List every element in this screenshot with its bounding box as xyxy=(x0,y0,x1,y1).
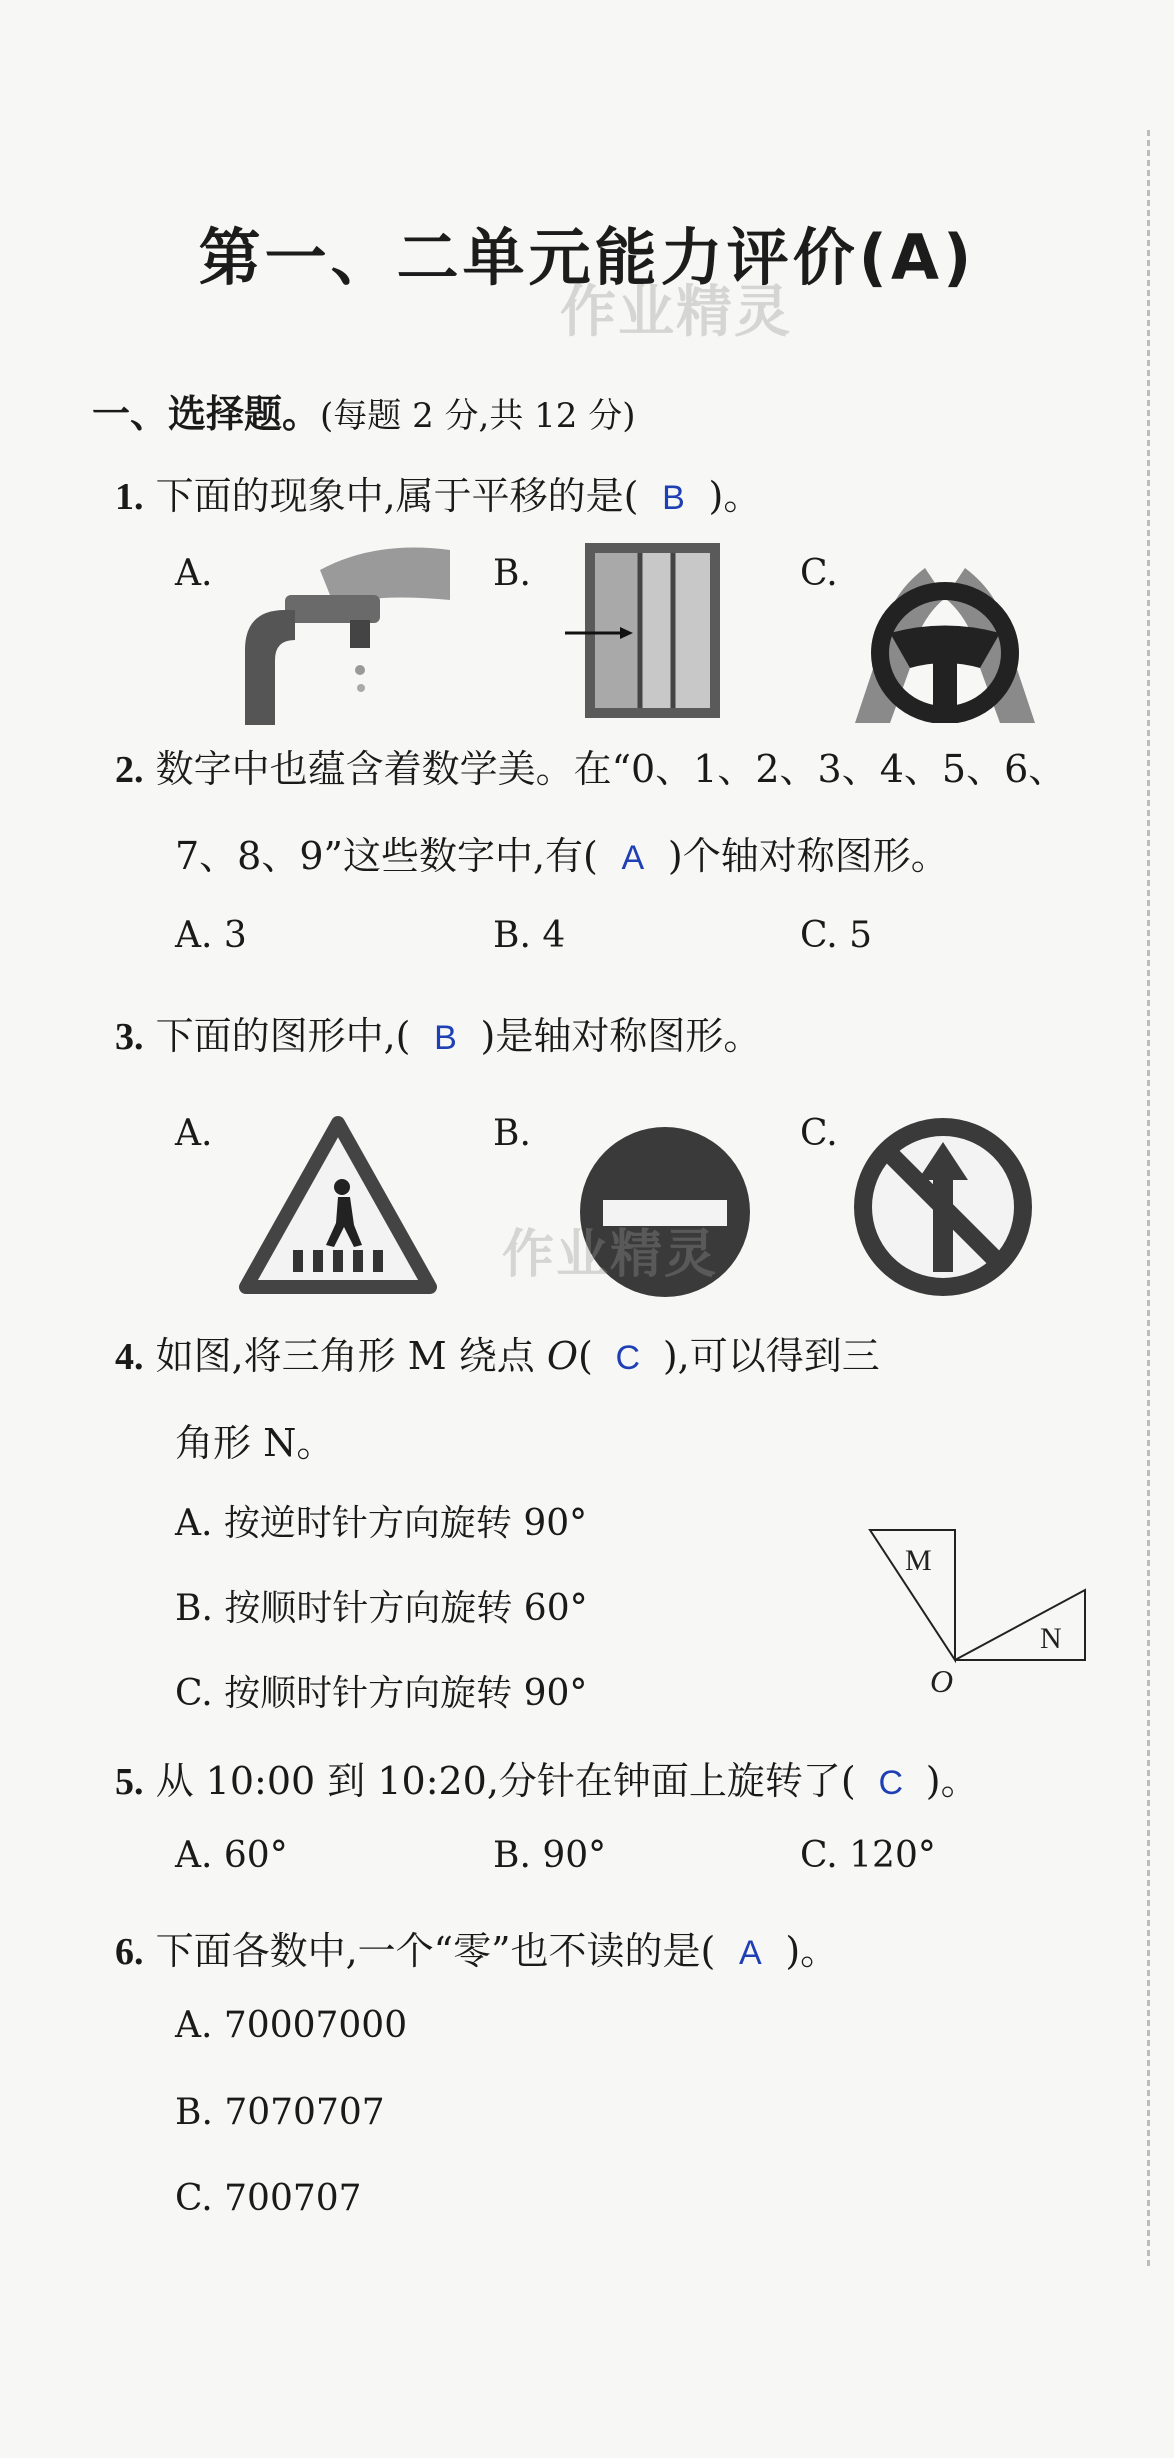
option-label: B. xyxy=(493,1113,531,1154)
question-text: 7、8、9”这些数字中,有( xyxy=(175,834,598,878)
option-b: B. 7070707 xyxy=(175,2092,385,2133)
question-1 xyxy=(115,465,761,520)
answer: A xyxy=(739,1934,762,1972)
question-2-line-2 xyxy=(175,825,949,880)
label-m: M xyxy=(905,1544,932,1577)
option-label: A. xyxy=(175,553,213,594)
option-c: C. 5 xyxy=(800,915,873,956)
option-label: A. xyxy=(175,1113,213,1154)
sliding-window-image xyxy=(565,538,725,723)
option-c: C. 120° xyxy=(800,1835,936,1876)
steering-wheel-image xyxy=(855,538,1035,723)
option-b: B. 按顺时针方向旋转 60° xyxy=(175,1588,588,1629)
question-text-end: )。 xyxy=(708,474,762,518)
page-edge xyxy=(1147,130,1150,2270)
question-text-mid: ( xyxy=(578,1334,593,1378)
question-number: 4. xyxy=(115,1336,144,1378)
question-text-end: ),可以得到三 xyxy=(662,1334,880,1378)
page-title: 第一、二单元能力评价(A) xyxy=(198,221,976,294)
question-text: 如图,将三角形 M 绕点 xyxy=(155,1334,535,1378)
question-2 xyxy=(115,738,1066,793)
option-c: C. 按顺时针方向旋转 90° xyxy=(175,1673,588,1714)
faucet-image xyxy=(225,540,450,725)
answer: A xyxy=(621,839,645,877)
question-text-end: )个轴对称图形。 xyxy=(667,834,949,878)
option-a: A. 60° xyxy=(175,1835,288,1876)
option-label: C. xyxy=(800,553,838,594)
point-label: O xyxy=(546,1334,578,1378)
watermark: 作业精灵 xyxy=(560,280,792,345)
question-text: 下面的图形中,( xyxy=(155,1014,411,1058)
question-6 xyxy=(115,1920,838,1975)
option-c: C. 700707 xyxy=(175,2178,362,2219)
question-text-end: )。 xyxy=(925,1759,979,1803)
option-a: A. 按逆时针方向旋转 90° xyxy=(175,1503,588,1544)
option-b: B. 4 xyxy=(493,915,566,956)
label-n: N xyxy=(1040,1622,1062,1655)
answer: C xyxy=(615,1339,641,1377)
option-label: C. xyxy=(800,1113,838,1154)
option-a: A. 70007000 xyxy=(175,2005,408,2046)
no-straight-ahead-sign xyxy=(848,1112,1038,1302)
question-text: 下面各数中,一个“零”也不读的是( xyxy=(155,1929,716,1973)
question-number: 6. xyxy=(115,1931,144,1973)
question-text: 下面的现象中,属于平移的是( xyxy=(155,474,639,518)
option-a: A. 3 xyxy=(175,915,247,956)
question-5 xyxy=(115,1750,979,1805)
section-title: 一、选择题。 xyxy=(92,392,321,436)
question-text: 数字中也蕴含着数学美。在“0、1、2、3、4、5、6、 xyxy=(155,747,1067,791)
question-4-line-2: 角形 N。 xyxy=(175,1421,335,1465)
pedestrian-crossing-sign xyxy=(238,1115,438,1295)
question-3 xyxy=(115,1005,761,1060)
question-number: 5. xyxy=(115,1761,144,1803)
question-number: 1. xyxy=(115,476,144,518)
watermark: 作业精灵 xyxy=(502,1225,719,1285)
answer: B xyxy=(662,479,685,517)
question-text: 从 10:00 到 10:20,分针在钟面上旋转了( xyxy=(155,1759,856,1803)
answer: C xyxy=(878,1764,904,1802)
question-number: 2. xyxy=(115,749,144,791)
label-o: O xyxy=(930,1663,954,1699)
option-b: B. 90° xyxy=(493,1835,607,1876)
option-label: B. xyxy=(493,553,531,594)
question-text-end: )是轴对称图形。 xyxy=(480,1014,762,1058)
section-heading xyxy=(92,383,635,438)
question-text-end: )。 xyxy=(785,1929,839,1973)
section-note: (每题 2 分,共 12 分) xyxy=(320,396,636,436)
answer: B xyxy=(434,1019,457,1057)
rotation-figure xyxy=(860,1520,1100,1700)
question-4 xyxy=(115,1325,880,1380)
question-number: 3. xyxy=(115,1016,144,1058)
